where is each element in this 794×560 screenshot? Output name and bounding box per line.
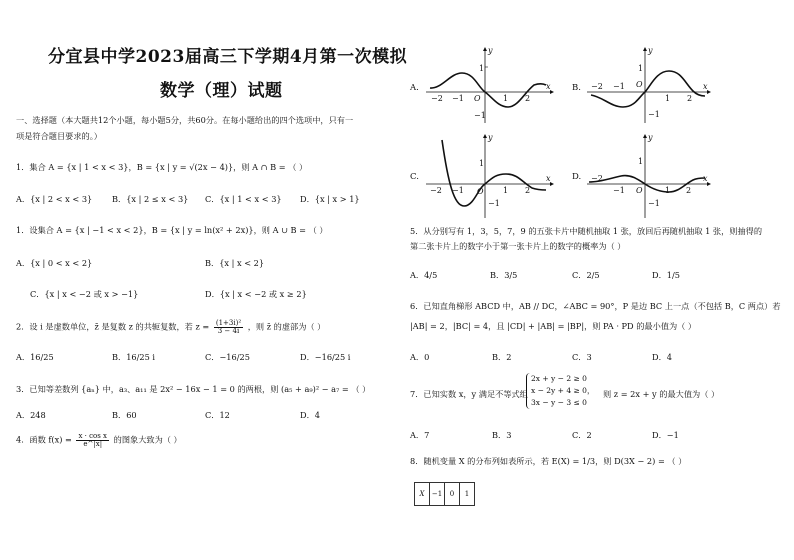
q5-stem-line2: 第二张卡片上的数字小于第一张卡片上的数字的概率为（ ）	[410, 241, 626, 252]
page-title: 分宜县中学2023届高三下学期4月第一次模拟	[48, 47, 408, 67]
q4-fraction-num: x · cos x	[78, 432, 108, 440]
q5-option-b: B．3/5	[490, 270, 518, 280]
graph-a-tick-ym1: −1	[474, 111, 486, 120]
section-intro	[16, 112, 388, 144]
graph-d-tick-y1: 1	[638, 157, 644, 166]
graph-b	[585, 45, 715, 125]
q1b-option-d: D．{x | x < −2 或 x ≥ 2}	[205, 289, 307, 299]
q1b-option-c: C．{x | x < −2 或 x > −1}	[30, 289, 139, 299]
graph-b-tick-xm1: −1	[613, 82, 625, 91]
q8-table-cell: 1	[460, 483, 475, 506]
question-1-stem: 1．集合 A = {x | 1 < x < 3}，B = {x | y = √(2x − 4)}，则 A ∩ B = （ ）	[16, 162, 308, 172]
graph-d-tick-ym1: −1	[648, 199, 660, 208]
q5-option-d: D．1/5	[652, 270, 680, 280]
q7-system-line3: 3x − y − 3 ≤ 0	[531, 398, 587, 407]
graph-a-x-label: x	[546, 82, 551, 91]
q2-stem-pre: 2．设 i 是虚数单位，z̄ 是复数 z 的共轭复数，若 z =	[16, 321, 210, 332]
q4-fraction-den: e^|x|	[83, 440, 103, 448]
question-3-stem: 3．已知等差数列 {aₙ} 中，a₃、a₁₁ 是 2x² − 16x − 1 = 0 的两根，则 (a₅ + a₉)² − a₇ = （ ）	[16, 384, 371, 394]
q2-option-c: C．−16/25	[205, 352, 250, 362]
question-1b-stem: 1．设集合 A = {x | −1 < x < 2}，B = {x | y = ln(x² + 2x)}，则 A ∪ B = （ ）	[16, 225, 328, 235]
graph-b-origin: O	[636, 80, 643, 89]
q6-stem-line1: 6．已知直角梯形 ABCD 中，AB // DC，∠ABC = 90°，P 是边 BC 上一点（不包括 B，C 两点）若	[410, 301, 781, 311]
question-7-stem-pre: 7．已知实数 x，y 满足不等式组	[410, 389, 528, 399]
graph-b-tick-ym1: −1	[648, 110, 660, 119]
q7-option-c: C．2	[572, 430, 592, 440]
graph-label-c: C.	[410, 172, 419, 182]
question-4-stem	[16, 433, 182, 448]
question-5-stem	[410, 227, 762, 251]
graph-a	[422, 45, 557, 125]
q1-option-d: D．{x | x > 1}	[300, 194, 360, 204]
graph-c	[422, 132, 557, 222]
q8-table-cell: 0	[445, 483, 460, 506]
graph-c-tick-x1: 1	[503, 186, 509, 195]
graph-d-tick-x2: 2	[686, 186, 692, 195]
graph-label-a: A.	[410, 83, 419, 93]
page-subtitle: 数学（理）试题	[160, 81, 283, 101]
q6-option-d: D．4	[652, 352, 672, 362]
section-intro-line1: 一、选择题（本大题共12个小题，每小题5分，共60分。在每小题给出的四个选项中，只有一	[16, 115, 354, 125]
q5-option-a: A．4/5	[410, 270, 438, 280]
q5-stem-line1: 5．从分别写有 1，3，5，7，9 的五张卡片中随机抽取 1 张，放回后再随机抽取 1 张，则抽得的	[410, 226, 763, 236]
q2-option-d: D．−16/25 i	[300, 352, 351, 362]
q6-option-b: B．2	[492, 352, 512, 362]
graph-a-tick-x1: 1	[503, 94, 509, 103]
graph-d-x-label: x	[703, 174, 708, 183]
q3-option-a: A．248	[16, 410, 46, 420]
question-2-stem	[16, 320, 325, 335]
q2-stem-post: ，则 z̄ 的虚部为（ ）	[247, 321, 326, 332]
q2-fraction	[214, 320, 243, 335]
graph-a-tick-xm2: −2	[431, 94, 443, 103]
q1-option-a: A．{x | 2 < x < 3}	[16, 194, 93, 204]
graph-a-tick-y1: 1	[479, 64, 485, 73]
graph-a-y-label: y	[488, 46, 493, 55]
section-intro-line2: 项是符合题目要求的。）	[16, 131, 102, 141]
graph-d-origin: O	[636, 186, 643, 195]
q3-option-b: B．60	[112, 410, 137, 420]
graph-d-tick-xm1: −1	[613, 186, 625, 195]
q8-table-header: X	[415, 483, 430, 506]
q6-option-c: C．3	[572, 352, 592, 362]
q1-option-b: B．{x | 2 ≤ x < 3}	[112, 194, 189, 204]
graph-b-y-label: y	[648, 46, 653, 55]
graph-c-curve	[442, 140, 546, 206]
q1-option-c: C．{x | 1 < x < 3}	[205, 194, 282, 204]
graph-c-tick-y1: 1	[479, 159, 485, 168]
q8-table-cell: −1	[430, 483, 445, 506]
q7-option-a: A．7	[410, 430, 430, 440]
graph-b-tick-xm2: −2	[591, 82, 603, 91]
q1b-option-b: B．{x | x < 2}	[205, 258, 265, 268]
q2-fraction-num: (1+3i)²	[215, 319, 242, 327]
graph-b-x-label: x	[703, 82, 708, 91]
q2-option-a: A．16/25	[16, 352, 54, 362]
graph-c-tick-xm2: −2	[430, 186, 442, 195]
graph-label-d: D.	[572, 172, 582, 182]
graph-label-b: B.	[572, 83, 581, 93]
q4-stem-post: 的图象大致为（ ）	[113, 434, 182, 445]
graph-c-origin: O	[477, 187, 484, 196]
q7-system	[526, 373, 594, 409]
graph-d-y-label: y	[648, 133, 653, 142]
graph-c-tick-x2: 2	[525, 186, 531, 195]
graph-d-tick-x1: 1	[665, 186, 671, 195]
question-7-stem-post: 则 z = 2x + y 的最大值为（ ）	[603, 389, 720, 399]
graph-c-x-label: x	[546, 174, 551, 183]
graph-d	[585, 132, 715, 222]
graph-b-tick-x2: 2	[687, 94, 693, 103]
graph-d-tick-xm2: −2	[591, 174, 603, 183]
q3-option-c: C．12	[205, 410, 230, 420]
graph-a-tick-xm1: −1	[452, 94, 464, 103]
q7-system-line2: x − 2y + 4 ≥ 0，	[531, 386, 595, 395]
graph-b-tick-y1: 1	[638, 64, 644, 73]
q7-option-b: B．3	[492, 430, 512, 440]
q6-option-a: A．0	[410, 352, 430, 362]
q8-distribution-table	[414, 482, 475, 506]
q3-option-d: D．4	[300, 410, 320, 420]
q6-stem-line2: |AB| = 2，|BC| = 4，且 |CD| + |AB| = |BP|，则 PA · PD 的最小值为（ ）	[410, 321, 697, 332]
q2-fraction-den: 3 − 4i	[217, 327, 240, 335]
q7-system-line1: 2x + y − 2 ≥ 0	[531, 374, 587, 383]
q5-option-c: C．2/5	[572, 270, 600, 280]
graph-c-y-label: y	[488, 133, 493, 142]
q4-stem-pre: 4．函数 f(x) =	[16, 434, 72, 445]
graph-c-tick-ym1: −1	[488, 199, 500, 208]
question-8-stem: 8．随机变量 X 的分布列如表所示，若 E(X) = 1/3，则 D(3X − 2) = （ ）	[410, 456, 687, 466]
q2-option-b: B．16/25 i	[112, 352, 156, 362]
graph-b-tick-x1: 1	[665, 94, 671, 103]
graph-c-tick-xm1: −1	[452, 186, 464, 195]
q4-fraction	[76, 433, 109, 448]
graph-a-tick-x2: 2	[525, 94, 531, 103]
graph-a-origin: O	[474, 94, 481, 103]
q7-option-d: D．−1	[652, 430, 679, 440]
question-6-stem	[410, 302, 781, 331]
q1b-option-a: A．{x | 0 < x < 2}	[16, 258, 93, 268]
